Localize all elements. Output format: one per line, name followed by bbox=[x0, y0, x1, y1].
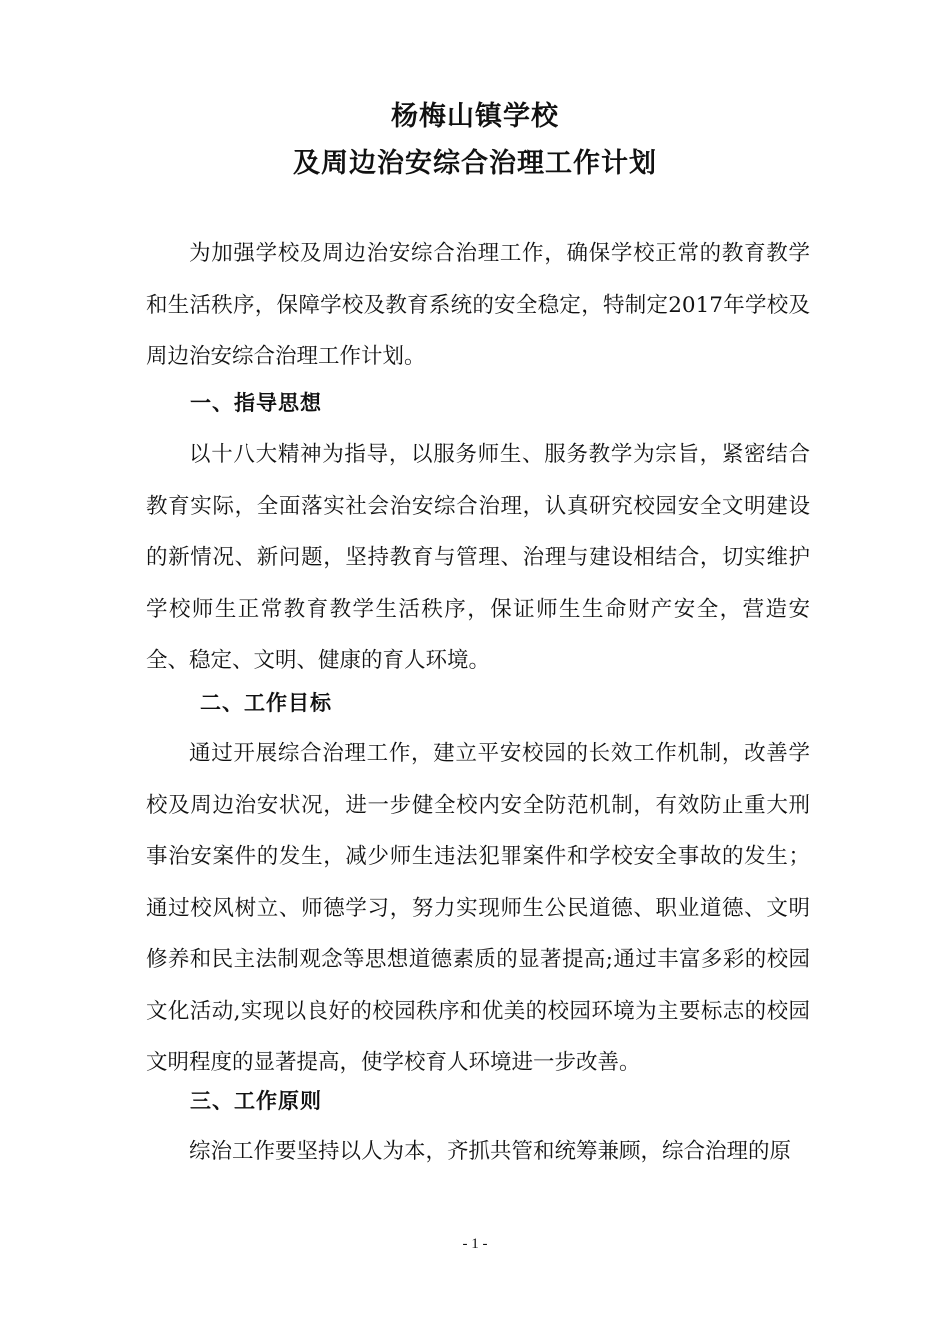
section-paragraph-guiding-ideology: 以十八大精神为指导，以服务师生、服务教学为宗旨，紧密结合教育实际，全面落实社会治安综合治理，认真研究校园安全文明建设的新情况、新问题，坚持教育与管理、治理与建设相结合，切实维护学校师生正常教育教学生活秩序，保证师生生命财产安全，营造安全、稳定、文明、健康的育人环境。 bbox=[146, 442, 810, 673]
intro-paragraph: 为加强学校及周边治安综合治理工作，确保学校正常的教育教学和生活秩序，保障学校及教育系统的安全稳定，特制定2017年学校及周边治安综合治理工作计划。 bbox=[146, 241, 810, 369]
section-heading-work-principles: 三、工作原则 bbox=[190, 1089, 322, 1113]
section-heading-work-goals: 二、工作目标 bbox=[200, 691, 332, 715]
page-number: - 1 - bbox=[462, 1236, 488, 1252]
document-title-line-2: 及周边治安综合治理工作计划 bbox=[293, 148, 657, 179]
section-paragraph-work-goals: 通过开展综合治理工作，建立平安校园的长效工作机制，改善学校及周边治安状况，进一步健全校内安全防范机制，有效防止重大刑事治安案件的发生，减少师生违法犯罪案件和学校安全事故的发生；通过校风树立、师德学习，努力实现师生公民道德、职业道德、文明修养和民主法制观念等思想道德素质的显著提高;通过丰富多彩的校园文化活动,实现以良好的校园秩序和优美的校园环境为主要标志的校园文明程度的显著提高，使学校育人环境进一步改善。 bbox=[146, 741, 810, 1075]
section-heading-guiding-ideology: 一、指导思想 bbox=[190, 391, 322, 415]
section-paragraph-work-principles: 综治工作要坚持以人为本，齐抓共管和统筹兼顾，综合治理的原 bbox=[189, 1139, 792, 1164]
document-title-line-1: 杨梅山镇学校 bbox=[391, 101, 559, 132]
